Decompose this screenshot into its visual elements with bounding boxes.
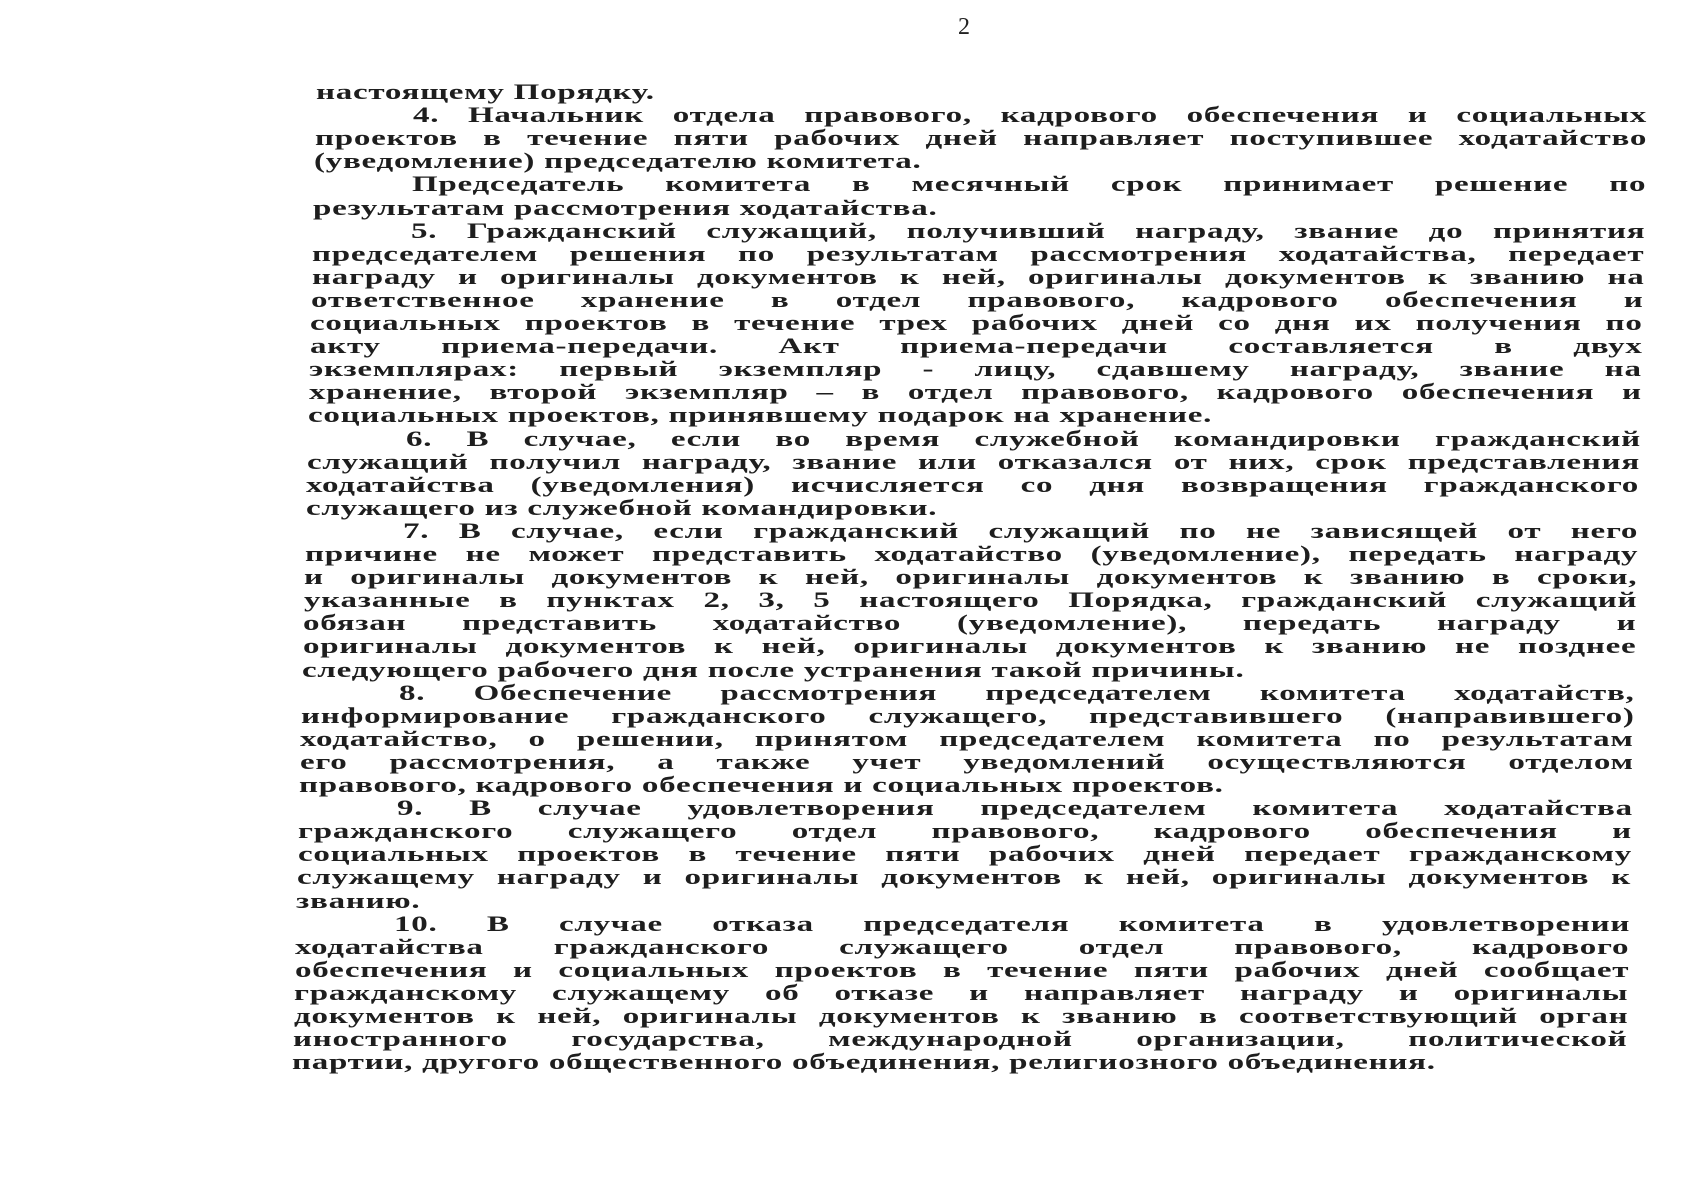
text-line: партии, другого общественного объединения, религиозного объединения.: [292, 1049, 1437, 1075]
text-line: документов к ней, оригиналы документов к званию в соответствующий орган: [293, 1003, 1628, 1028]
text-line: причине не может представить ходатайство (уведомление), передать награду: [304, 541, 1638, 566]
text-line: Председатель комитета в месячный срок принимает решение по: [411, 171, 1646, 197]
text-line: социальных проектов в течение трех рабочих дней со дня их получения по: [310, 310, 1643, 335]
text-line: иностранного государства, международной организации, политической: [293, 1026, 1628, 1052]
text-line: информирование гражданского служащего, представившего (направившего): [300, 702, 1635, 728]
text-line: ходатайства гражданского служащего отдел правового, кадрового: [295, 933, 1630, 959]
text-line: 8. Обеспечение рассмотрения председателем комитета ходатайств,: [399, 679, 1635, 705]
text-line: следующего рабочего дня после устранения такой причины.: [302, 656, 1245, 682]
text-line: 10. В случае отказа председателя комитета в удовлетворении: [393, 910, 1630, 936]
text-line: ответственное хранение в отдел правового, кадрового обеспечения и: [310, 286, 1644, 312]
text-line: акту приема-передачи. Акт приема-передачи составляется в двух: [309, 333, 1643, 359]
text-line: 5. Гражданский служащий, получивший награду, звание до принятия: [410, 217, 1645, 243]
text-line: оригиналы документов к ней, оригиналы документов к званию не позднее: [302, 633, 1636, 659]
text-line: обеспечения и социальных проектов в течение пяти рабочих дней сообщает: [294, 956, 1629, 982]
text-line: его рассмотрения, а также учет уведомлений осуществляются отделом: [299, 748, 1634, 774]
text-line: награду и оригиналы документов к ней, оригиналы документов к званию на: [311, 263, 1644, 289]
text-line: гражданскому служащему об отказе и направляет награду и оригиналы: [294, 979, 1629, 1005]
text-line: служащий получил награду, звание или отказался от них, срок представления: [307, 448, 1640, 474]
text-line: ходатайство, о решении, принятом председателем комитета по результатам: [300, 725, 1634, 751]
text-line: ходатайства (уведомления) исчисляется со дня возвращения гражданского: [306, 471, 1640, 497]
text-line: и оригиналы документов к ней, оригиналы документов к званию в сроки,: [304, 564, 1638, 590]
text-line: указанные в пунктах 2, 3, 5 настоящего Порядка, гражданский служащий: [303, 587, 1637, 613]
text-line: хранение, второй экземпляр – в отдел правового, кадрового обеспечения и: [308, 379, 1642, 405]
text-line: обязан представить ходатайство (уведомление), передать награду и: [303, 610, 1637, 636]
text-line: (уведомление) председателю комитета.: [314, 148, 922, 174]
text-line: настоящему Порядку.: [316, 79, 655, 104]
text-line: гражданского служащего отдел правового, кадрового обеспечения и: [298, 818, 1632, 844]
text-line: социальных проектов, принявшему подарок на хранение.: [308, 402, 1213, 428]
text-line: социальных проектов в течение пяти рабочих дней передает гражданскому: [297, 841, 1632, 867]
text-line: председателем решения по результатам рассмотрения ходатайства, передает: [312, 240, 1645, 266]
text-line: 6. В случае, если во время служебной командировки гражданский: [405, 425, 1641, 451]
text-line: служащего из служебной командировки.: [305, 494, 938, 520]
text-line: 4. Начальник отдела правового, кадрового обеспечения и социальных: [413, 102, 1648, 128]
page-number: 2: [958, 14, 970, 40]
text-line: 7. В случае, если гражданский служащий по не зависящей от него: [403, 517, 1639, 543]
text-line: служащему награду и оригиналы документов к ней, оригиналы документов к: [296, 864, 1631, 890]
text-line: результатам рассмотрения ходатайства.: [313, 194, 938, 220]
text-line: экземплярах: первый экземпляр - лицу, сдавшему награду, звание на: [309, 356, 1642, 382]
text-line: 9. В случае удовлетворения председателем комитета ходатайства: [396, 795, 1633, 821]
text-line: проектов в течение пяти рабочих дней направляет поступившее ходатайство: [314, 125, 1647, 151]
text-line: правового, кадрового обеспечения и социальных проектов.: [299, 772, 1224, 797]
text-line: званию.: [296, 887, 421, 913]
